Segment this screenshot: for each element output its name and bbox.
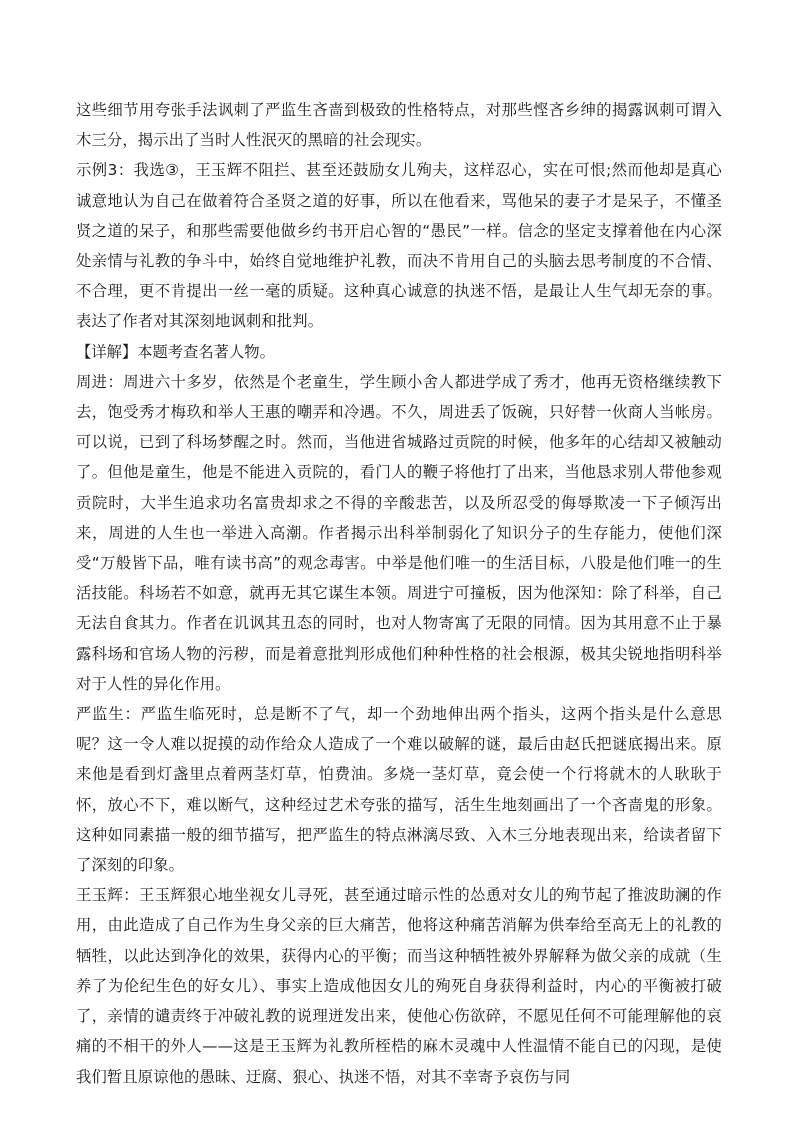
paragraph-wangyuhui: 王玉辉：王玉辉狠心地坐视女儿寻死，甚至通过暗示性的怂恿对女儿的殉节起了推波助澜的作用，由此造成了自己作为生身父亲的巨大痛苦，他将这种痛苦消解为供奉给至高无上的礼教的牺牲，以此达到净化的效果，获得内心的平衡；而当这种牺牲被外界解释为做父亲的成就（生养了为伦纪生色的好女儿）、事实上造成他因女儿的殉死自身获得利益时，内心的平衡被打破了，亲情的谴责终于冲破礼教的说理迸发出来，使他心伤欲碎，不愿见任何不可能理解他的哀痛的不相干的外人——这是王玉辉为礼教所桎梏的麻木灵魂中人性温情不能自已的闪现，是使我们暂且原谅他的愚昧、迂腐、狠心、执迷不悟，对其不幸寄予哀伤与同 <box>76 886 722 1086</box>
paragraph-yanjiansheng: 严监生：严监生临死时，总是断不了气，却一个劲地伸出两个指头，这两个指头是什么意思呢？这一令人难以捉摸的动作给众人造成了一个难以破解的谜，最后由赵氏把谜底揭出来。原来他是看到灯盏里点着两茎灯草，怕费油。多烧一茎灯草，竟会使一个行将就木的人耿耿于怀，放心不下，难以断气，这种经过艺术夸张的描写，活生生地刻画出了一个吝啬鬼的形象。这种如同素描一般的细节描写，把严监生的特点淋漓尽致、入木三分地表现出来，给读者留下了深刻的印象。 <box>76 705 722 875</box>
paragraph-satire-conclusion: 这些细节用夸张手法讽刺了严监生吝啬到极致的性格特点，对那些悭吝乡绅的揭露讽刺可谓入木三分，揭示出了当时人性泯灭的黑暗的社会现实。 <box>76 101 722 150</box>
document-page <box>76 95 722 1092</box>
paragraph-example-3: 示例3：我选③，王玉辉不阻拦、甚至还鼓励女儿殉夫，这样忍心，实在可恨;然而他却是真心诚意地认为自己在做着符合圣贤之道的好事，所以在他看来，骂他呆的妻子才是呆子，不懂圣贤之道的呆子，和那些需要他做乡约书开启心智的“愚民”一样。信念的坚定支撑着他在内心深处亲情与礼教的争斗中，始终自觉地维护礼教，而决不肯用自己的头脑去思考制度的不合情、不合理，更不肯提出一丝一毫的质疑。这种真心诚意的执迷不悟，是最让人生气却无奈的事。表达了作者对其深刻地讽刺和批判。 <box>76 161 722 331</box>
section-heading-detail: 【详解】本题考查名著人物。 <box>76 342 275 361</box>
paragraph-zhoujin: 周进：周进六十多岁，依然是个老童生，学生顾小舍人都进学成了秀才，他再无资格继续教下去，饱受秀才梅玖和举人王惠的嘲弄和冷遇。不久，周进丢了饭碗，只好替一伙商人当帐房。可以说，已到了科场梦醒之时。然而，当他进省城路过贡院的时候，他多年的心结却又被触动了。但他是童生，他是不能进入贡院的，看门人的鞭子将他打了出来，当他恳求别人带他参观贡院时，大半生追求功名富贵却求之不得的辛酸悲苦，以及所忍受的侮辱欺凌一下子倾泻出来，周进的人生也一举进入高潮。作者揭示出科举制弱化了知识分子的生存能力，使他们深受“万般皆下品，唯有读书高”的观念毒害。中举是他们唯一的生活目标，八股是他们唯一的生活技能。科场若不如意，就再无其它谋生本领。周进宁可撞板，因为他深知：除了科举，自己无法自食其力。作者在讥讽其丑态的同时，也对人物寄寓了无限的同情。因为其用意不止于暴露科场和官场人物的污秽，而是着意批判形成他们种种性格的社会根源，极其尖锐地指明科举对于人性的异化作用。 <box>76 372 722 693</box>
